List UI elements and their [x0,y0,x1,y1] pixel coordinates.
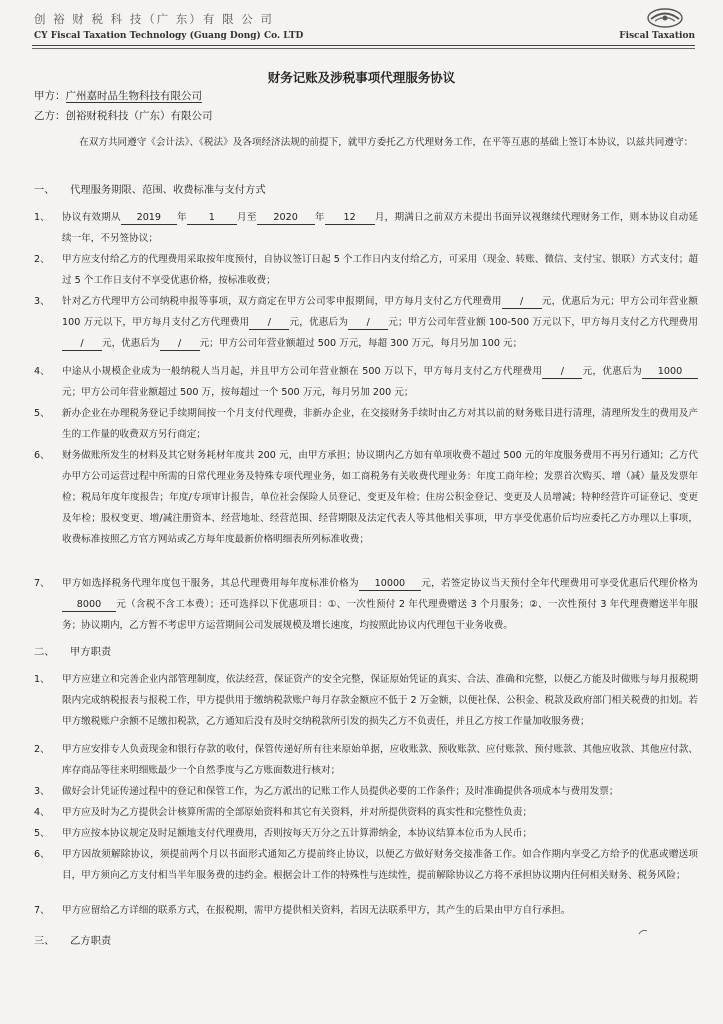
clause-text: 甲方因故须解除协议，须提前两个月以书面形式通知乙方提前终止协议，以便乙方做好财务交接准备工作。如合作期内享受乙方给予的优惠或赠送项目，甲方须向乙方支付相当半年服务费的违约金。根据会计工作的特殊性与连续性，提前解除协议乙方将不承担协议期内任何相关财务、税务风险； [62,849,698,881]
clause-2-1 [34,669,698,732]
clause-text: 月至 [236,212,257,223]
clause-number: 4、 [34,807,50,818]
section-1-title: 代理服务期限、范围、收费标准与支付方式 [70,184,266,196]
clause-number: 4、 [34,366,50,377]
clause-text: 甲方如选择税务代理年度包干服务，其总代理费用每年度标准价格为 [62,578,359,589]
party-a [34,88,202,103]
clause-2-3 [34,781,698,802]
company-logo-icon [645,6,685,30]
clause-text: 年 [314,212,325,223]
clause-text: 元；甲方公司年营业额超过 500 万，按每超过一个 500 万元，每月另加 200 元； [62,387,414,398]
document-title: 财务记账及涉税事项代理服务协议 [267,70,456,85]
clause-text: 元，若签定协议当天预付全年代理费用可享受优惠后代理价格为 [420,578,699,589]
clause-text: 甲方应安排专人负责现金和银行存款的收付，保管传递好所有往来原始单据，应收账款、预收账款、应付账款、预付账款、其他应收款、其他应付款、库存商品等往来明细账最少一个自然季度与乙方账面数进行核对； [62,744,698,776]
clause-number: 2、 [34,254,50,265]
section-2-number: 二、 [34,646,55,658]
clause-1-2 [34,249,698,291]
clause-text: 甲方应建立和完善企业内部管理制度，依法经营，保证资产的安全完整，保证原始凭证的真实、合法、准确和完整，以便乙方能及时做账与每月报税期限内完成纳税报表与报税工作，甲方提供用于缴纳税款账户每月存款金额应不低于 2 万金额，以便社保、公积金、税款及政府部门相关税费的扣划。若甲方缴税账户余额不足缴扣税款，乙方通知后没有及时交纳税款所引发的损失乙方不负责任，并且乙方按工作量加收服务费； [62,674,698,727]
start-year-field: 2019 [121,211,177,225]
header-company-cn: 创 裕 财 税 科 技（广 东）有 限 公 司 [34,12,274,26]
header-tagline: Fiscal Taxation [619,31,695,41]
pen-mark-icon [638,928,648,936]
clause-2-5 [34,823,698,844]
header-rule-thin [32,48,695,49]
clause-text: 元，优惠后为元；甲方公司年营业额 100 万元以下，甲方每月支付乙方代理费用 [62,296,698,328]
clause-text: 元，优惠后为 [102,338,160,349]
clause-text: 年 [176,212,187,223]
fee-field: / [502,295,542,309]
clause-text: 针对乙方代理甲方公司纳税申报等事项，双方商定在甲方公司零申报期间，甲方每月支付乙方代理费用 [62,296,502,307]
intro-paragraph: 在双方共同遵守《会计法》、《税法》及各项经济法规的前提下，就甲方委托乙方代理财务工作，在平等互惠的基础上签订本协议，以兹共同遵守： [79,137,694,148]
clause-2-2 [34,739,698,781]
clause-text: 月，期满日之前双方未提出书面异议视继续代理财务工作，则本协议自动延续一年，不另签协议； [62,212,699,244]
clause-text: 做好会计凭证传递过程中的登记和保管工作，为乙方派出的记账工作人员提供必要的工作条件；及时准确提供各项成本与费用发票； [62,786,619,797]
clause-number: 7、 [34,905,50,916]
clause-number: 5、 [34,828,50,839]
party-b-label: 乙方： [34,110,66,122]
clause-number: 1、 [34,212,50,223]
clause-2-7 [34,900,698,921]
party-a-label: 甲方： [34,90,66,102]
header-rule [32,45,695,46]
fee-field: 1000 [642,365,698,379]
clause-text: 元（含税不含工本费）；还可选择以下优惠项目：①、一次性预付 2 年代理费赠送 3 个月服务；②、一次性预付 3 年代理费赠送半年服务；协议期内，乙方暂不考虑甲方运营期间公司发展规模及增长速度，均按照此协议内代理包干业务收费。 [62,599,698,631]
clause-text: 财务做账所发生的材料及其它财务耗材年度共 200 元，由甲方承担；协议期内乙方如有单项收费不超过 500 元的年度服务费用不再另行通知；乙方代办甲方公司运营过程中所需的日常代理业务及特殊专项代理业务，如工商税务有关收费代理业务：年度工商年检；发票首次购买、增（减）量及发票年检；税局年度年度报告；年度/专项审计报告，单位社会保险人员登记、变更及年检；住房公积金登记、变更及人员增减；特种经营许可证登记、变更及年检；股权变更、增/减注册资本、经营地址、经营范围、经营期限及法定代表人等其他相关事项，甲方享受优惠价后均应委托乙方办理以上事项，收费标准按照乙方官方网站或乙方每年度最新价格明细表所列标准收费； [62,450,698,545]
clause-1-5 [34,403,698,445]
clause-number: 7、 [34,578,50,589]
clause-number: 5、 [34,408,50,419]
header-company-en: CY Fiscal Taxation Technology (Guang Dong) Co. LTD [34,31,304,41]
party-a-name: 广州嘉时品生物科技有限公司 [65,90,202,102]
party-b [34,108,213,123]
annual-standard-price-field: 10000 [359,577,421,591]
fee-field: / [62,337,102,351]
clause-1-6 [34,445,698,550]
clause-2-6 [34,844,698,886]
section-3-heading [34,932,111,947]
start-month-field: 1 [187,211,237,225]
clause-number: 1、 [34,674,50,685]
section-3-number: 三、 [34,935,55,947]
clause-number: 6、 [34,450,50,461]
fee-field: / [542,365,582,379]
section-3-title: 乙方职责 [70,935,112,947]
clause-text: 甲方应留给乙方详细的联系方式，在报税期，需甲方提供相关资料，若因无法联系甲方，其产生的后果由甲方自行承担。 [62,905,571,916]
section-1-number: 一、 [34,184,55,196]
end-month-field: 12 [325,211,375,225]
clause-text: 元；甲方公司年营业额 100-500 万元以下，甲方每月支付乙方代理费用 [388,317,698,328]
clause-text: 中途从小规模企业成为一般纳税人当月起，并且甲方公司年营业额在 500 万以下，甲方每月支付乙方代理费用 [62,366,543,377]
clause-text: 协议有效期从 [62,212,121,223]
fee-field: / [160,337,200,351]
clause-1-7 [34,573,698,636]
section-2-heading [34,643,111,658]
clause-2-4 [34,802,698,823]
fee-field: / [348,316,388,330]
clause-text: 新办企业在办理税务登记手续期间按一个月支付代理费，非新办企业，在交接财务手续时由乙方对其以前的财务账目进行清理，清理所发生的费用及产生的工作量的收费双方另行商定； [62,408,698,440]
clause-number: 3、 [34,786,50,797]
end-year-field: 2020 [257,211,315,225]
clause-text: 甲方应及时为乙方提供会计核算所需的全部原始资料和其它有关资料，并对所提供资料的真实性和完整性负责； [62,807,533,818]
section-2-title: 甲方职责 [70,646,112,658]
clause-text: 元；甲方公司年营业额超过 500 万元，每超 300 万元，每月另加 100 元； [199,338,523,349]
clause-text: 甲方应支付给乙方的代理费用采取按年度预付，自协议签订日起 5 个工作日内支付给乙方，可采用（现金、转账、微信、支付宝、银联）方式支付；超过 5 个工作日支付不享受优惠价格，按标准收费； [62,254,698,286]
clause-1-4 [34,361,698,403]
clause-1-3 [34,291,698,354]
clause-number: 2、 [34,744,50,755]
clause-text: 元，优惠后为 [582,366,643,377]
clause-1-1 [34,207,698,249]
fee-field: / [249,316,289,330]
discounted-price-field: 8000 [62,598,116,612]
clause-text: 甲方应按本协议规定及时足额地支付代理费用，否则按每天万分之五计算滞纳金，本协议结算本位币为人民币； [62,828,533,839]
section-1-heading [34,181,266,196]
clause-text: 元，优惠后为 [289,317,349,328]
clause-number: 6、 [34,849,50,860]
clause-number: 3、 [34,296,50,307]
party-b-name: 创裕财税科技（广东）有限公司 [65,110,213,122]
